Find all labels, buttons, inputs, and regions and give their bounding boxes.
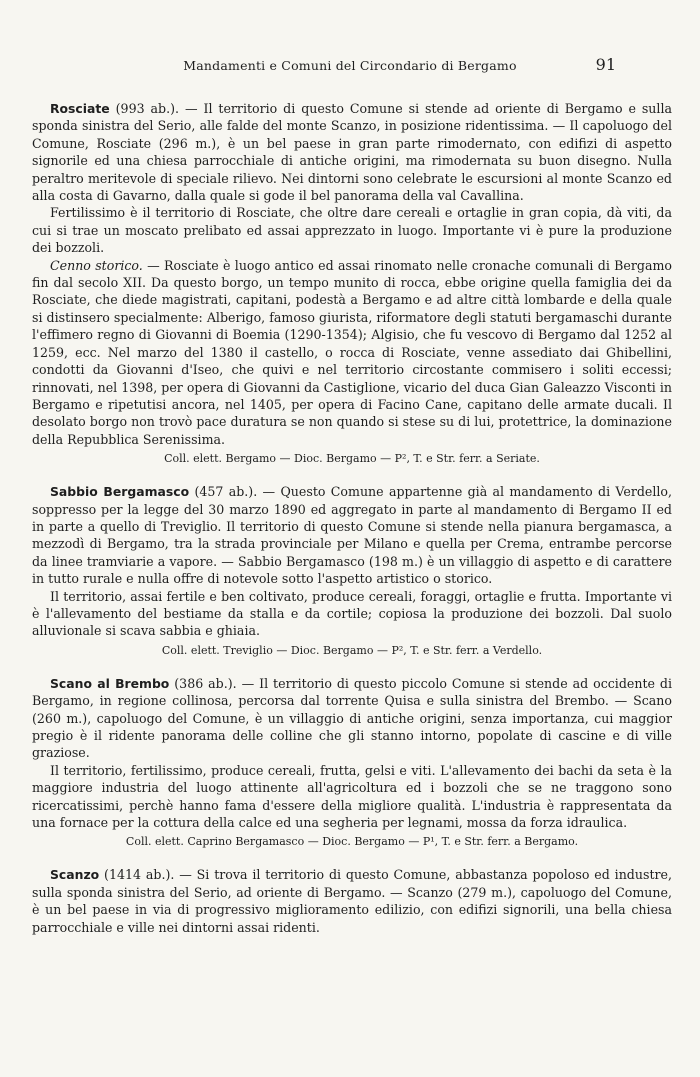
entry-paragraph: Il territorio, assai fertile e ben coltivato, produce cereali, foraggi, ortaglie e frutta. Importante vi è l'allevamento del bestiame da stalla e da cortile; copiosa la produzione dei bozzoli. Dal suolo alluvionale si scava sabbia e ghiaia. bbox=[32, 588, 672, 639]
entry-rosciate bbox=[32, 100, 672, 467]
entry-title: Scanzo bbox=[50, 867, 100, 883]
entry-title: Sabbio Bergamasco bbox=[50, 484, 190, 500]
page-number: 91 bbox=[595, 55, 616, 74]
electoral-note: Coll. elett. Bergamo — Dioc. Bergamo — P², T. e Str. ferr. a Seriate. bbox=[164, 452, 540, 466]
electoral-note: Coll. elett. Treviglio — Dioc. Bergamo — P², T. e Str. ferr. a Verdello. bbox=[161, 643, 543, 657]
entry-title: Scano al Brembo bbox=[50, 675, 170, 691]
entry-sabbio-bergamasco bbox=[32, 483, 672, 659]
entry-title: Rosciate bbox=[50, 101, 110, 116]
entry-paragraph: Sabbio Bergamasco (457 ab.). — Questo Comune appartenne già al mandamento di Verdello, soppresso per la legge del 30 marzo 1890 ed aggregato in parte al mandamento di Bergamo II ed in parte a quello di Treviglio. Il territorio di questo Comune si stende nella pianura bergamasca, a mezzodì di Bergamo, tra la strada provinciale per Milano e quella per Crema, entrambe percorse da linee tramviarie a vapore. — Sabbio Bergamasco (198 m.) è un villaggio di aspetto e di carattere in tutto rurale e nulla offre di notevole sotto l'aspetto artistico o storico. bbox=[32, 484, 672, 587]
entry-paragraph: Fertilissimo è il territorio di Rosciate, che oltre dare cereali e ortaglie in gran copia, dà viti, da cui si trae un moscato prelibato ed assai apprezzato in luogo. Importante vi è pure la produzione dei bozzoli. bbox=[32, 205, 672, 256]
running-head: Mandamenti e Comuni del Circondario di Bergamo bbox=[183, 58, 517, 73]
entry-paragraph: Il territorio, fertilissimo, produce cereali, frutta, gelsi e viti. L'allevamento dei bachi da seta è la maggiore industria del luogo attinente all'agricoltura ed i bozzoli che se ne traggono sono ricercatissimi, perchè hanno fama d'essere della migliore qualità. L'industria è rappresentata da una fornace per la cottura della calce ed una segheria per legnami, mossa da forza idraulica. bbox=[32, 762, 672, 831]
entry-scanzo bbox=[32, 866, 672, 936]
entry-paragraph: Rosciate (993 ab.). — Il territorio di questo Comune si stende ad oriente di Bergamo e sulla sponda sinistra del Serio, alle falde del monte Scanzo, in posizione ridentissima. — Il capoluogo del Comune, Rosciate (296 m.), è un bel paese in gran parte rimodernato, con edifizi di aspetto signorile ed una chiesa parrocchiale di antiche origini, ma rimodernata su buon disegno. Nulla peraltro meritevole di speciale rilievo. Nei dintorni sono celebrate le escursioni al monte Scanzo ed alla costa di Gavarno, dalla quale si gode il bel panorama della val Cavallina. bbox=[32, 101, 672, 204]
entry-paragraph: Scanzo (1414 ab.). — Si trova il territorio di questo Comune, abbastanza popoloso ed industre, sulla sponda sinistra del Serio, ad oriente di Bergamo. — Scanzo (279 m.), capoluogo del Comune, è un bel paese in via di progressivo miglioramento edilizio, con edifizi signorili, una bella chiesa parrocchiale e ville nei dintorni assai ridenti. bbox=[32, 867, 672, 935]
entry-paragraph: Scano al Brembo (386 ab.). — Il territorio di questo piccolo Comune si stende ad occidente di Bergamo, in regione collinosa, percorsa dal torrente Quisa e sulla sinistra del Brembo. — Scano (260 m.), capoluogo del Comune, è un villaggio di antiche origini, senza importanza, cui maggior pregio è il ridente panorama delle colline che gli stanno intorno, popolate di cascine e di ville graziose. bbox=[32, 675, 673, 761]
page-body bbox=[32, 100, 672, 952]
section-lead: Cenno storico. bbox=[50, 257, 143, 273]
historical-note: Cenno storico. — Rosciate è luogo antico ed assai rinomato nelle cronache comunali di Bergamo fin dal secolo XII. Da questo borgo, un tempo munito di rocca, ebbe origine quella famiglia dei da Rosciate, che diede magistrati, capitani, podestà a Bergamo e ad altre città lombarde e della quale si distinsero specialmente: Alberigo, famoso giurista, riformatore degli statuti bergamaschi durante l'effimero regno di Giovanni di Boemia (1290-1354); Algisio, che fu vescovo di Bergamo dal 1252 al 1259, ecc. Nel marzo del 1380 il castello, o rocca di Rosciate, venne assediato dai Ghibellini, condotti da Giovanni d'Iseo, che quivi e nel territorio circostante commisero i soliti eccessi; rinnovati, nel 1398, per opera di Giovanni da Castiglione, vicario del duca Gian Galeazzo Visconti in Bergamo e ripetutisi ancora, nel 1405, per opera di Facino Cane, capitano delle armate ducali. Il desolato borgo non trovò pace duratura se non quando si stese su di lui, protettrice, la dominazione della Repubblica Serenissima. bbox=[32, 257, 673, 447]
entry-scano-al-brembo bbox=[32, 675, 672, 851]
electoral-note: Coll. elett. Caprino Bergamasco — Dioc. Bergamo — P¹, T. e Str. ferr. a Bergamo. bbox=[125, 835, 579, 849]
